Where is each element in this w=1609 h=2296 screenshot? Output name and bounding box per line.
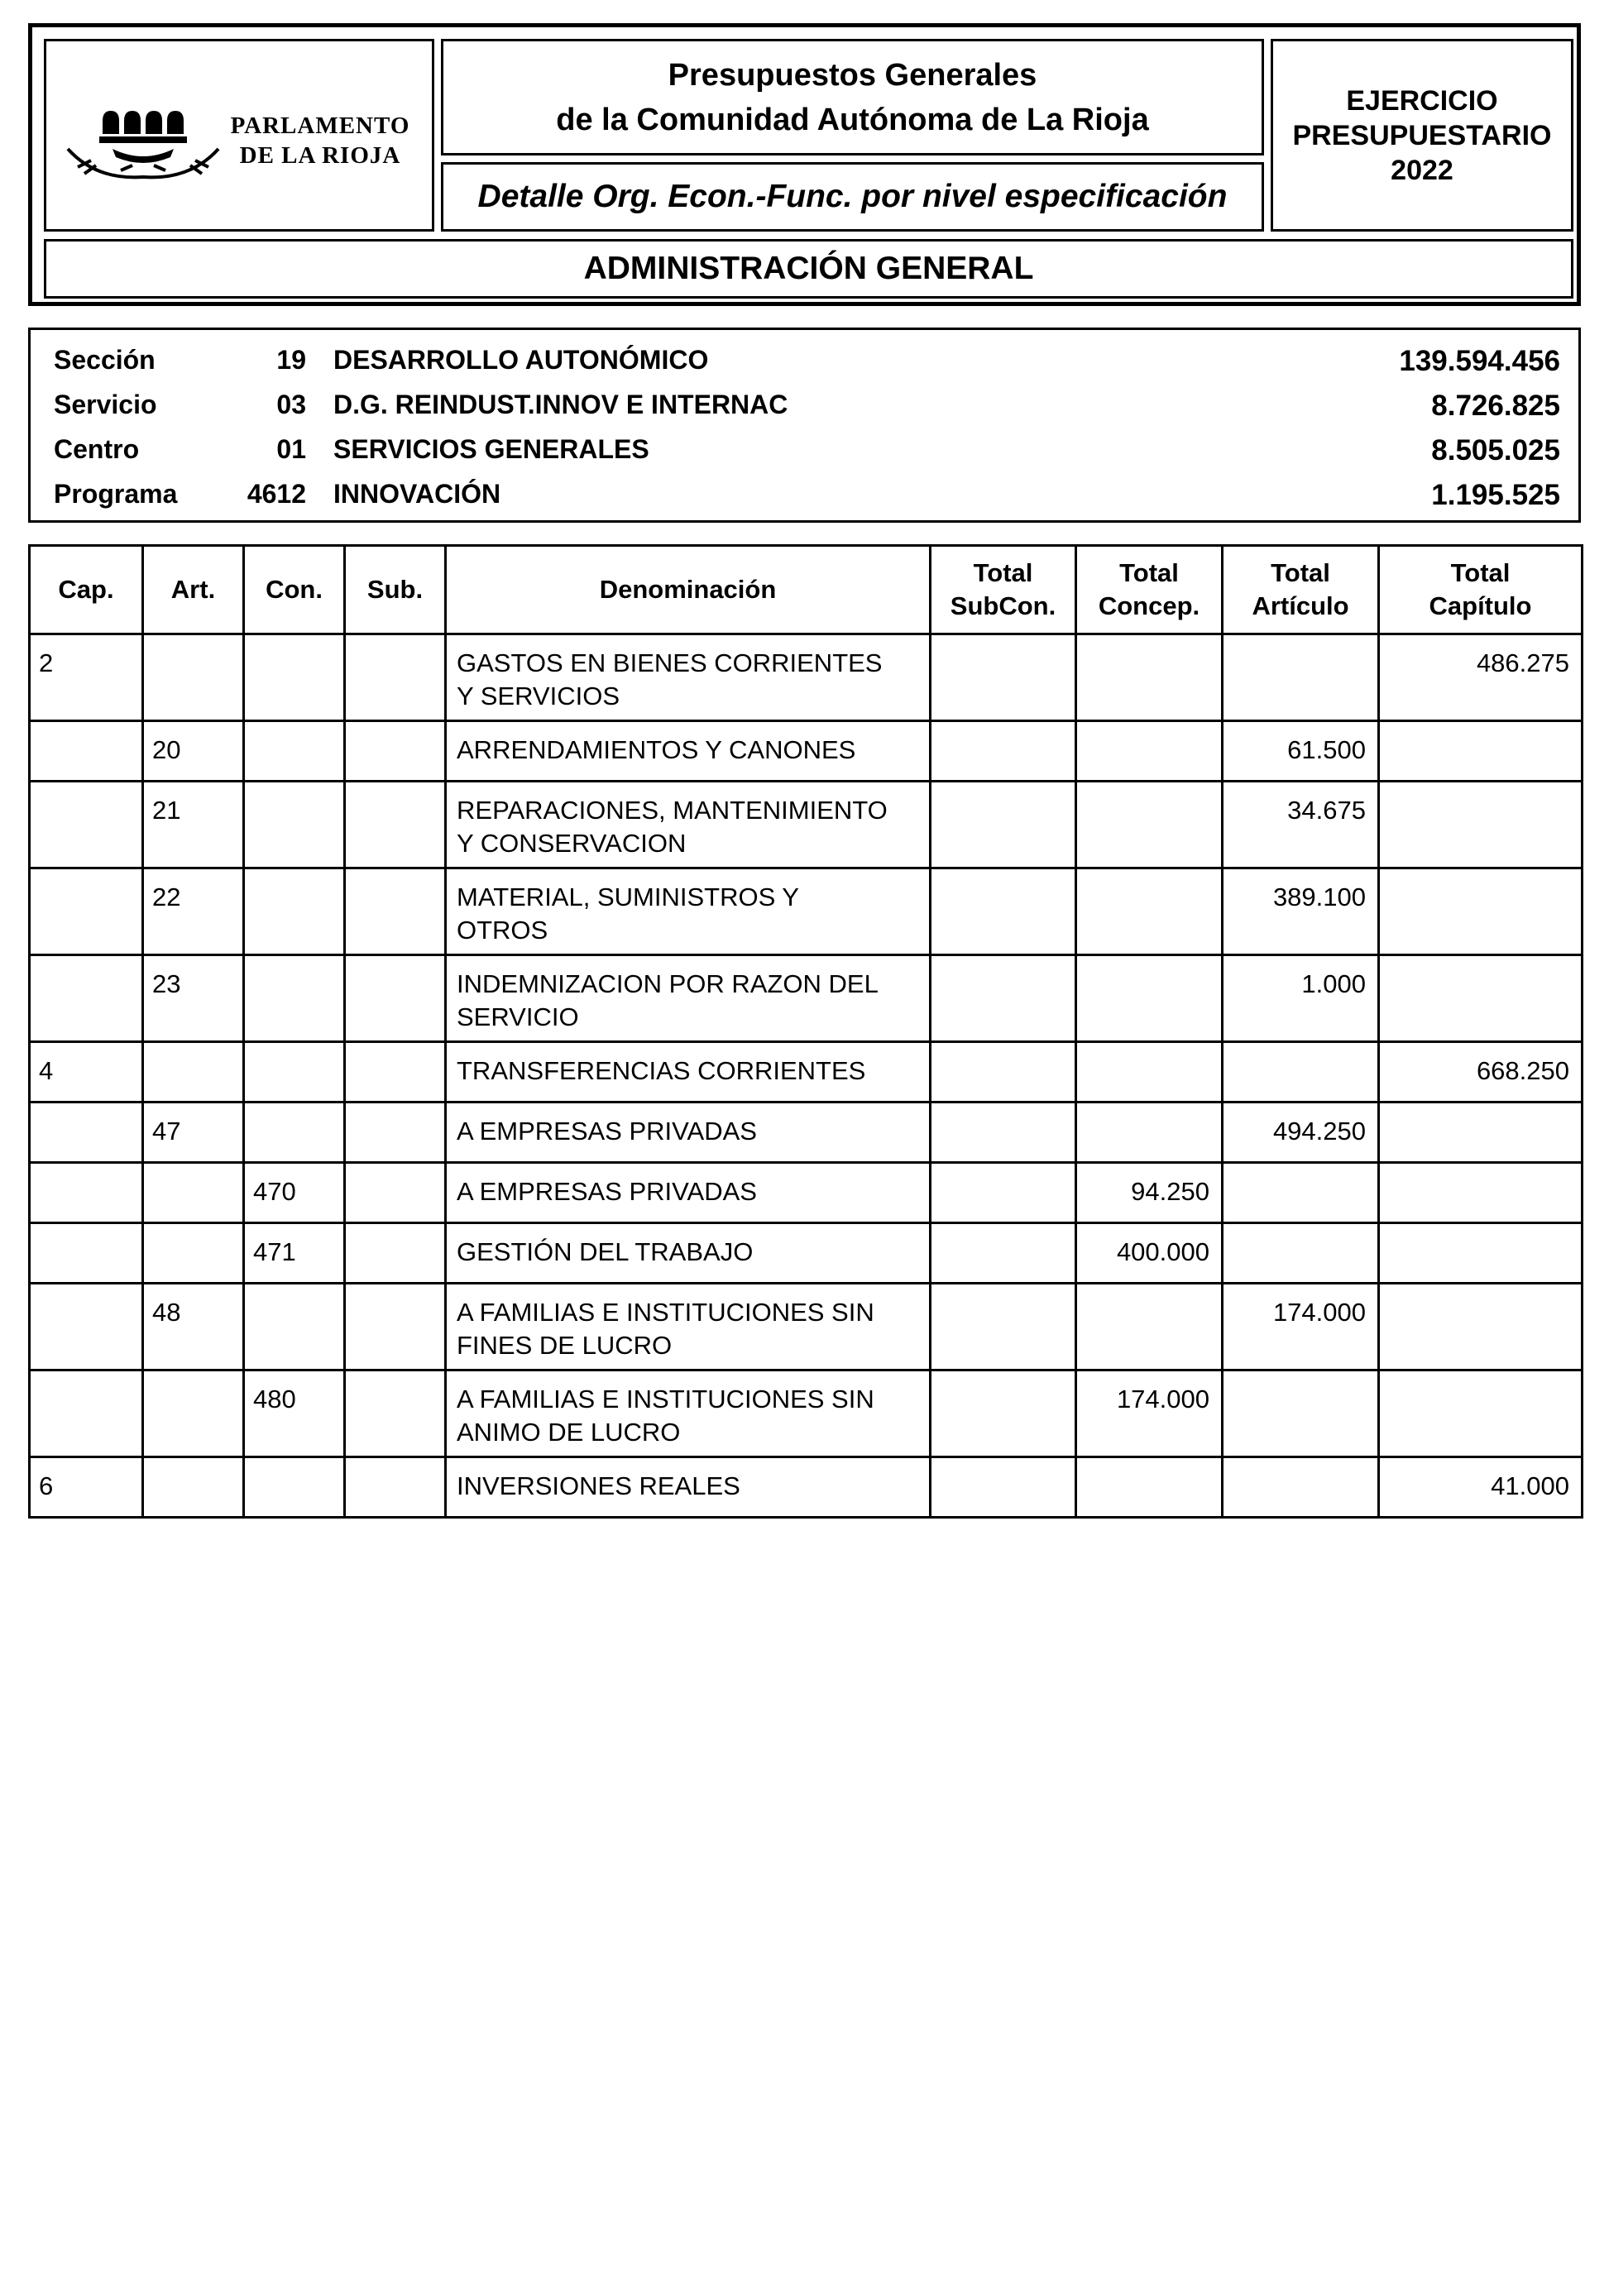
cell-denominacion (446, 1163, 931, 1223)
cell-subcon (931, 634, 1076, 721)
logo-text (212, 111, 429, 170)
parliament-logo-icon (63, 91, 220, 190)
cell-subcon (931, 782, 1076, 868)
cell-concep (1076, 721, 1223, 782)
denominacion-line: GASTOS EN BIENES CORRIENTES (457, 648, 883, 677)
year-label-2: PRESUPUESTARIO (1292, 119, 1552, 151)
cell-articulo (1223, 1163, 1379, 1223)
cell-subcon (931, 1103, 1076, 1163)
table-row (30, 1284, 1583, 1370)
cell-subcon (931, 1284, 1076, 1370)
classification-code: 4612 (247, 479, 306, 509)
cell-cap (30, 1103, 143, 1163)
header-text: Total (1271, 558, 1330, 587)
cell-sub (345, 1370, 446, 1457)
cell-cap: 4 (30, 1042, 143, 1103)
header-sub: Sub. (345, 546, 446, 634)
table-row (30, 868, 1583, 955)
cell-capitulo (1379, 1163, 1583, 1223)
cell-subcon (931, 1370, 1076, 1457)
denominacion-line: TRANSFERENCIAS CORRIENTES (457, 1056, 866, 1085)
denominacion-line: Y CONSERVACION (457, 829, 687, 858)
budget-classification (28, 328, 1581, 523)
cell-sub (345, 782, 446, 868)
cell-cap (30, 955, 143, 1042)
cell-art: 20 (143, 721, 244, 782)
cell-con (244, 634, 345, 721)
document-subtitle: Detalle Org. Econ.-Func. por nivel especificación (441, 162, 1264, 232)
classification-code: 19 (276, 345, 306, 375)
denominacion-line: FINES DE LUCRO (457, 1331, 673, 1360)
cell-articulo: 1.000 (1223, 955, 1379, 1042)
logo-line-1: PARLAMENTO (230, 112, 410, 139)
classification-amount: 139.594.456 (1399, 345, 1560, 377)
title-line-1: Presupuestos Generales (668, 57, 1037, 93)
cell-articulo (1223, 1042, 1379, 1103)
cell-concep (1076, 1284, 1223, 1370)
table-header-row (30, 546, 1583, 634)
cell-art (143, 1370, 244, 1457)
cell-denominacion (446, 634, 931, 721)
cell-capitulo (1379, 1223, 1583, 1284)
fiscal-year-panel (1271, 39, 1573, 232)
header-text: Total (1119, 558, 1179, 587)
cell-cap (30, 782, 143, 868)
cell-concep (1076, 868, 1223, 955)
cell-con (244, 1042, 345, 1103)
header-con: Con. (244, 546, 345, 634)
classification-name: SERVICIOS GENERALES (333, 434, 649, 464)
classification-label: Centro (54, 434, 140, 464)
table-row (30, 1370, 1583, 1457)
cell-subcon (931, 1457, 1076, 1518)
classification-row (31, 472, 1578, 517)
cell-concep (1076, 782, 1223, 868)
header-text: Concep. (1098, 591, 1200, 620)
header-total-subcon (931, 546, 1076, 634)
cell-cap (30, 1370, 143, 1457)
cell-capitulo (1379, 1103, 1583, 1163)
cell-sub (345, 1103, 446, 1163)
denominacion-line: INVERSIONES REALES (457, 1471, 740, 1500)
cell-articulo: 494.250 (1223, 1103, 1379, 1163)
budget-table (28, 544, 1583, 1519)
classification-code: 01 (276, 434, 306, 464)
cell-cap (30, 1223, 143, 1284)
cell-subcon (931, 868, 1076, 955)
cell-subcon (931, 1042, 1076, 1103)
classification-amount: 8.505.025 (1431, 434, 1560, 466)
cell-sub (345, 1223, 446, 1284)
cell-con: 480 (244, 1370, 345, 1457)
cell-art: 23 (143, 955, 244, 1042)
cell-articulo (1223, 1223, 1379, 1284)
cell-concep (1076, 1042, 1223, 1103)
cell-art (143, 1163, 244, 1223)
header-cap: Cap. (30, 546, 143, 634)
table-row (30, 955, 1583, 1042)
cell-articulo (1223, 634, 1379, 721)
denominacion-line: ANIMO DE LUCRO (457, 1418, 681, 1447)
cell-subcon (931, 955, 1076, 1042)
cell-art: 21 (143, 782, 244, 868)
cell-subcon (931, 1223, 1076, 1284)
cell-art (143, 1457, 244, 1518)
denominacion-line: A EMPRESAS PRIVADAS (457, 1117, 757, 1146)
cell-articulo (1223, 1457, 1379, 1518)
cell-denominacion (446, 782, 931, 868)
table-row (30, 1163, 1583, 1223)
cell-con (244, 955, 345, 1042)
denominacion-line: A FAMILIAS E INSTITUCIONES SIN (457, 1385, 874, 1413)
cell-cap (30, 1284, 143, 1370)
cell-concep: 174.000 (1076, 1370, 1223, 1457)
cell-con: 471 (244, 1223, 345, 1284)
cell-art: 47 (143, 1103, 244, 1163)
cell-art: 22 (143, 868, 244, 955)
cell-sub (345, 955, 446, 1042)
header-total-capitulo (1379, 546, 1583, 634)
cell-cap (30, 721, 143, 782)
cell-denominacion (446, 1042, 931, 1103)
classification-row (31, 428, 1578, 472)
cell-capitulo (1379, 955, 1583, 1042)
cell-concep (1076, 1457, 1223, 1518)
cell-denominacion (446, 1284, 931, 1370)
denominacion-line: OTROS (457, 916, 548, 945)
cell-art (143, 1223, 244, 1284)
year-value: 2022 (1391, 154, 1453, 186)
administration-title: ADMINISTRACIÓN GENERAL (44, 239, 1573, 299)
budget-table-body (30, 634, 1583, 1518)
cell-capitulo (1379, 1284, 1583, 1370)
denominacion-line: ARRENDAMIENTOS Y CANONES (457, 735, 856, 764)
cell-con (244, 868, 345, 955)
classification-row (31, 383, 1578, 428)
cell-articulo: 389.100 (1223, 868, 1379, 955)
cell-capitulo (1379, 782, 1583, 868)
cell-articulo: 61.500 (1223, 721, 1379, 782)
header-total-concep (1076, 546, 1223, 634)
cell-sub (345, 1457, 446, 1518)
cell-sub (345, 634, 446, 721)
classification-row (31, 338, 1578, 383)
cell-concep (1076, 634, 1223, 721)
cell-con: 470 (244, 1163, 345, 1223)
denominacion-line: INDEMNIZACION POR RAZON DEL (457, 969, 879, 998)
cell-concep: 400.000 (1076, 1223, 1223, 1284)
cell-con (244, 1457, 345, 1518)
classification-amount: 1.195.525 (1431, 479, 1560, 511)
cell-cap (30, 868, 143, 955)
logo-line-2: DE LA RIOJA (239, 142, 401, 169)
classification-name: D.G. REINDUST.INNOV E INTERNAC (333, 390, 788, 419)
cell-capitulo: 486.275 (1379, 634, 1583, 721)
cell-con (244, 1284, 345, 1370)
classification-label: Sección (54, 345, 156, 375)
year-label-1: EJERCICIO (1346, 84, 1498, 117)
cell-denominacion (446, 955, 931, 1042)
cell-concep (1076, 955, 1223, 1042)
denominacion-line: GESTIÓN DEL TRABAJO (457, 1237, 754, 1266)
cell-subcon (931, 721, 1076, 782)
denominacion-line: REPARACIONES, MANTENIMIENTO (457, 796, 888, 825)
cell-sub (345, 721, 446, 782)
table-row (30, 1223, 1583, 1284)
table-row (30, 634, 1583, 721)
cell-con (244, 721, 345, 782)
cell-sub (345, 868, 446, 955)
header-art: Art. (143, 546, 244, 634)
header-total-articulo (1223, 546, 1379, 634)
table-row (30, 1457, 1583, 1518)
cell-articulo: 174.000 (1223, 1284, 1379, 1370)
cell-con (244, 782, 345, 868)
cell-denominacion (446, 1370, 931, 1457)
cell-denominacion (446, 721, 931, 782)
cell-denominacion (446, 1223, 931, 1284)
header-text: Artículo (1252, 591, 1349, 620)
cell-art: 48 (143, 1284, 244, 1370)
denominacion-line: A FAMILIAS E INSTITUCIONES SIN (457, 1298, 874, 1327)
cell-capitulo (1379, 868, 1583, 955)
document-title (441, 39, 1264, 155)
title-line-2: de la Comunidad Autónoma de La Rioja (556, 102, 1149, 137)
cell-cap: 6 (30, 1457, 143, 1518)
cell-con (244, 1103, 345, 1163)
cell-capitulo: 668.250 (1379, 1042, 1583, 1103)
denominacion-line: MATERIAL, SUMINISTROS Y (457, 883, 799, 911)
cell-capitulo (1379, 1370, 1583, 1457)
table-row (30, 721, 1583, 782)
cell-cap (30, 1163, 143, 1223)
table-row (30, 1103, 1583, 1163)
cell-sub (345, 1284, 446, 1370)
classification-label: Programa (54, 479, 178, 509)
header-text: SubCon. (950, 591, 1056, 620)
cell-articulo (1223, 1370, 1379, 1457)
cell-capitulo (1379, 721, 1583, 782)
cell-subcon (931, 1163, 1076, 1223)
header-text: Total (1450, 558, 1511, 587)
document-header (28, 23, 1581, 306)
classification-code: 03 (276, 390, 306, 419)
cell-art (143, 1042, 244, 1103)
header-text: Total (973, 558, 1033, 587)
cell-cap: 2 (30, 634, 143, 721)
table-row (30, 1042, 1583, 1103)
cell-concep: 94.250 (1076, 1163, 1223, 1223)
table-row (30, 782, 1583, 868)
cell-sub (345, 1042, 446, 1103)
cell-denominacion (446, 1103, 931, 1163)
logo-panel (44, 39, 434, 232)
classification-name: INNOVACIÓN (333, 479, 501, 509)
classification-amount: 8.726.825 (1431, 390, 1560, 422)
header-text: Capítulo (1429, 591, 1532, 620)
cell-art (143, 634, 244, 721)
cell-articulo: 34.675 (1223, 782, 1379, 868)
denominacion-line: A EMPRESAS PRIVADAS (457, 1177, 757, 1206)
cell-denominacion (446, 1457, 931, 1518)
denominacion-line: SERVICIO (457, 1002, 579, 1031)
header-denominacion: Denominación (446, 546, 931, 634)
classification-label: Servicio (54, 390, 157, 419)
cell-sub (345, 1163, 446, 1223)
classification-name: DESARROLLO AUTONÓMICO (333, 345, 709, 375)
cell-denominacion (446, 868, 931, 955)
denominacion-line: Y SERVICIOS (457, 682, 620, 710)
cell-capitulo: 41.000 (1379, 1457, 1583, 1518)
cell-concep (1076, 1103, 1223, 1163)
